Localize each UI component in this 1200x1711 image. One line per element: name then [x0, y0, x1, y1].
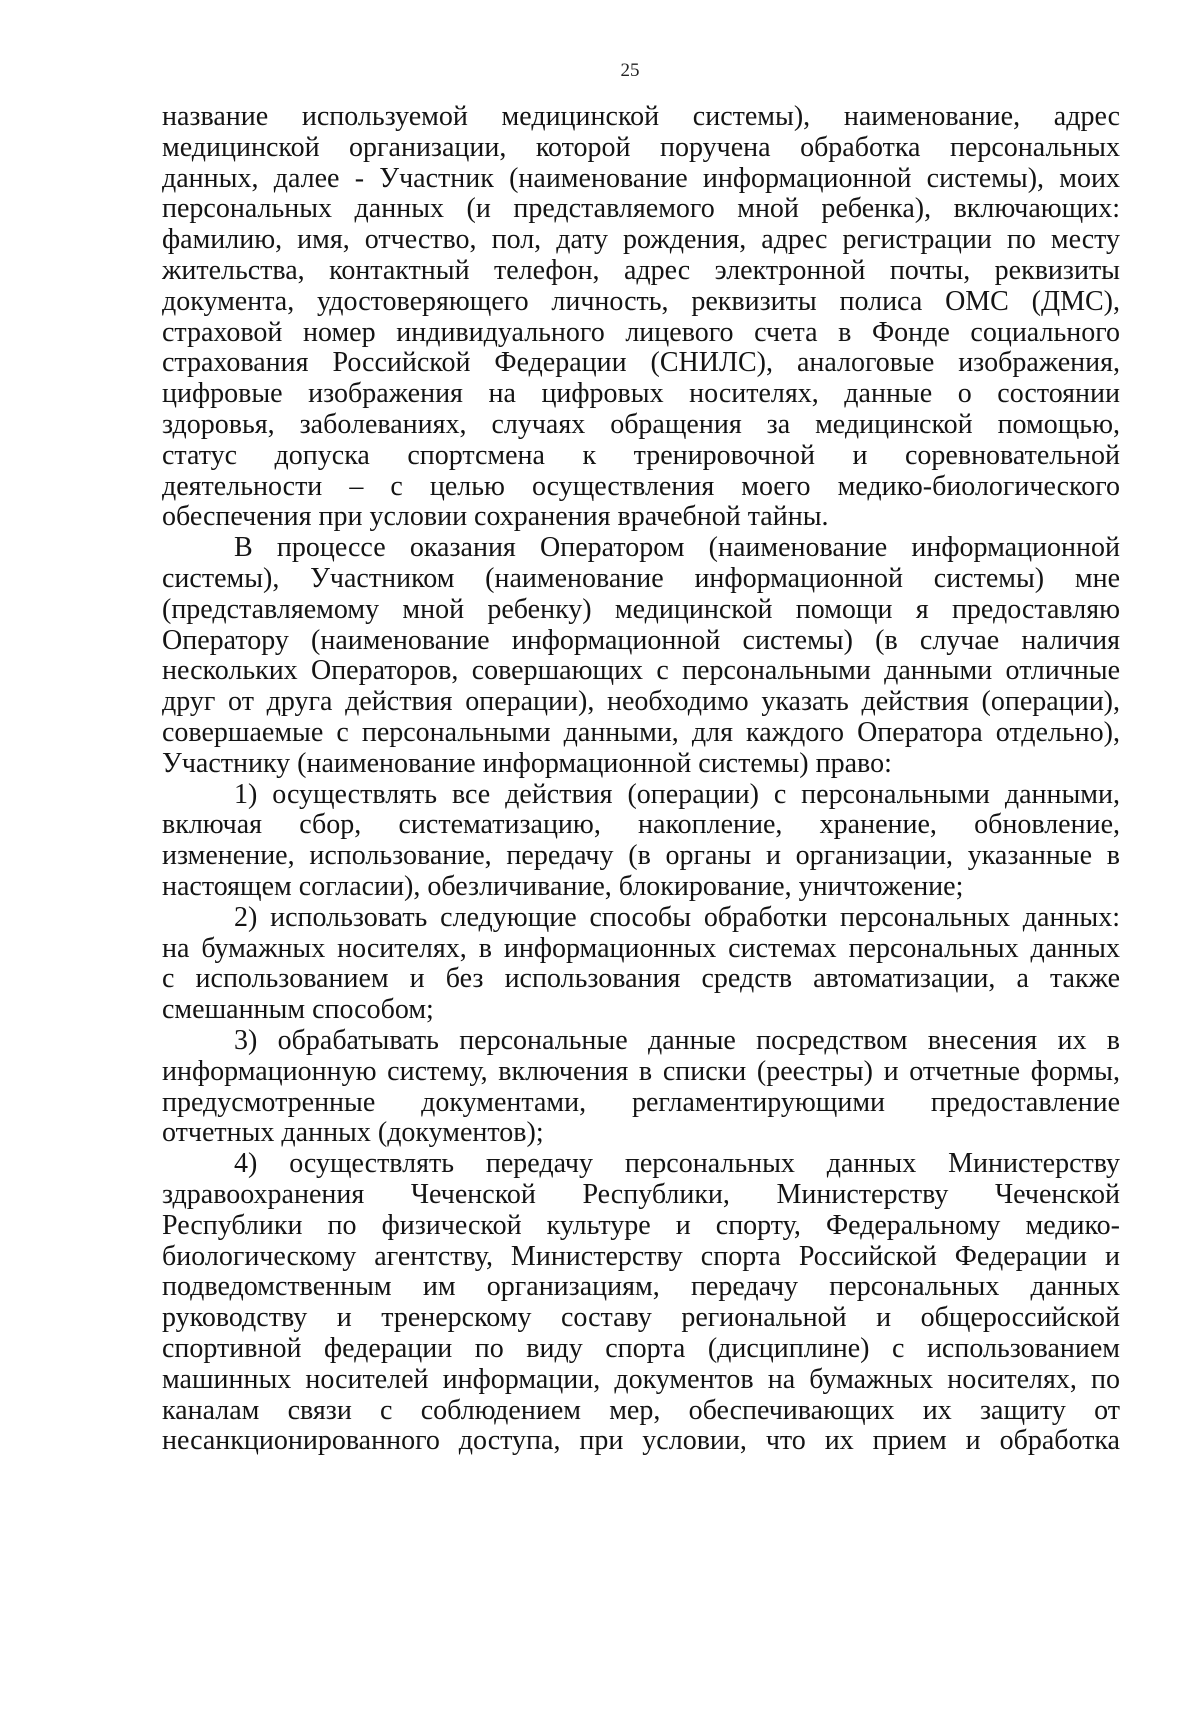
text-line: изменение, использование, передачу (в органы и организации, указанные в [162, 840, 1120, 872]
text-line: цифровые изображения на цифровых носителях, данные о состоянии [162, 378, 1120, 410]
text-line: 4) осуществлять передачу персональных данных Министерству [234, 1148, 1120, 1180]
text-line: руководству и тренерскому составу региональной и общероссийской [162, 1302, 1120, 1334]
text-line: документа, удостоверяющего личность, реквизиты полиса ОМС (ДМС), [162, 285, 1120, 317]
text-line: с использованием и без использования средств автоматизации, а также [162, 963, 1120, 995]
text-line: жительства, контактный телефон, адрес электронной почты, реквизиты [162, 255, 1120, 286]
text-line: страхования Российской Федерации (СНИЛС), аналоговые изображения, [162, 347, 1120, 379]
text-line: медицинской организации, которой поручена обработка персональных [162, 131, 1120, 163]
text-line: 1) осуществлять все действия (операции) с персональными данными, [234, 778, 1120, 810]
text-line: машинных носителей информации, документов на бумажных носителях, по [162, 1363, 1120, 1395]
text-line: здоровья, заболеваниях, случаях обращения за медицинской помощью, [162, 409, 1120, 440]
text-line: биологическому агентству, Министерству спорта Российской Федерации и [162, 1240, 1120, 1272]
page-number: 25 [620, 60, 640, 81]
text-line: данных, далее - Участник (наименование информационной системы), моих [162, 162, 1120, 194]
text-line: информационную систему, включения в списки (реестры) и отчетные формы, [162, 1055, 1120, 1087]
text-line: каналам связи с соблюдением мер, обеспечивающих их защиту от [162, 1394, 1120, 1426]
text-line: на бумажных носителях, в информационных системах персональных данных [162, 932, 1120, 964]
text-line: название используемой медицинской системы), наименование, адрес [162, 101, 1120, 132]
text-line: деятельности – с целью осуществления моего медико-биологического [162, 470, 1120, 502]
text-line: Республики по физической культуре и спорту, Федеральному медико- [162, 1209, 1120, 1241]
text-line: отчетных данных (документов); [162, 1117, 544, 1149]
text-line: персональных данных (и представляемого мной ребенка), включающих: [162, 193, 1120, 225]
text-line: системы), Участником (наименование информационной системы) мне [162, 563, 1120, 594]
text-line: Оператору (наименование информационной системы) (в случае наличия [162, 624, 1120, 656]
text-line: несанкционированного доступа, при условии, что их прием и обработка [162, 1425, 1120, 1457]
text-line: друг от друга действия операции), необходимо указать действия (операции), [162, 686, 1120, 718]
text-line: спортивной федерации по виду спорта (дисциплине) с использованием [162, 1333, 1120, 1364]
text-line: 2) использовать следующие способы обработки персональных данных: [234, 901, 1120, 933]
text-line: статус допуска спортсмена к тренировочной и соревновательной [162, 439, 1120, 471]
text-line: включая сбор, систематизацию, накопление, хранение, обновление, [162, 809, 1120, 841]
text-line: фамилию, имя, отчество, пол, дату рождения, адрес регистрации по месту [162, 224, 1120, 256]
text-line: 3) обрабатывать персональные данные посредством внесения их в [234, 1025, 1120, 1056]
text-line: Участнику (наименование информационной системы) право: [162, 747, 892, 779]
text-line: обеспечения при условии сохранения врачебной тайны. [162, 501, 829, 533]
text-line: подведомственным им организациям, передачу персональных данных [162, 1271, 1120, 1303]
text-line: предусмотренные документами, регламентирующими предоставление [162, 1086, 1120, 1118]
text-line: нескольких Операторов, совершающих с персональными данными отличные [162, 655, 1120, 687]
text-line: настоящем согласии), обезличивание, блокирование, уничтожение; [162, 871, 964, 902]
text-line: страховой номер индивидуального лицевого счета в Фонде социального [162, 316, 1120, 348]
text-line: В процессе оказания Оператором (наименование информационной [234, 532, 1120, 564]
text-line: (представляемому мной ребенку) медицинской помощи я предоставляю [162, 593, 1120, 625]
text-line: смешанным способом; [162, 994, 434, 1026]
text-line: совершаемые с персональными данными, для каждого Оператора отдельно), [162, 717, 1120, 748]
text-line: здравоохранения Чеченской Республики, Министерству Чеченской [162, 1179, 1120, 1210]
